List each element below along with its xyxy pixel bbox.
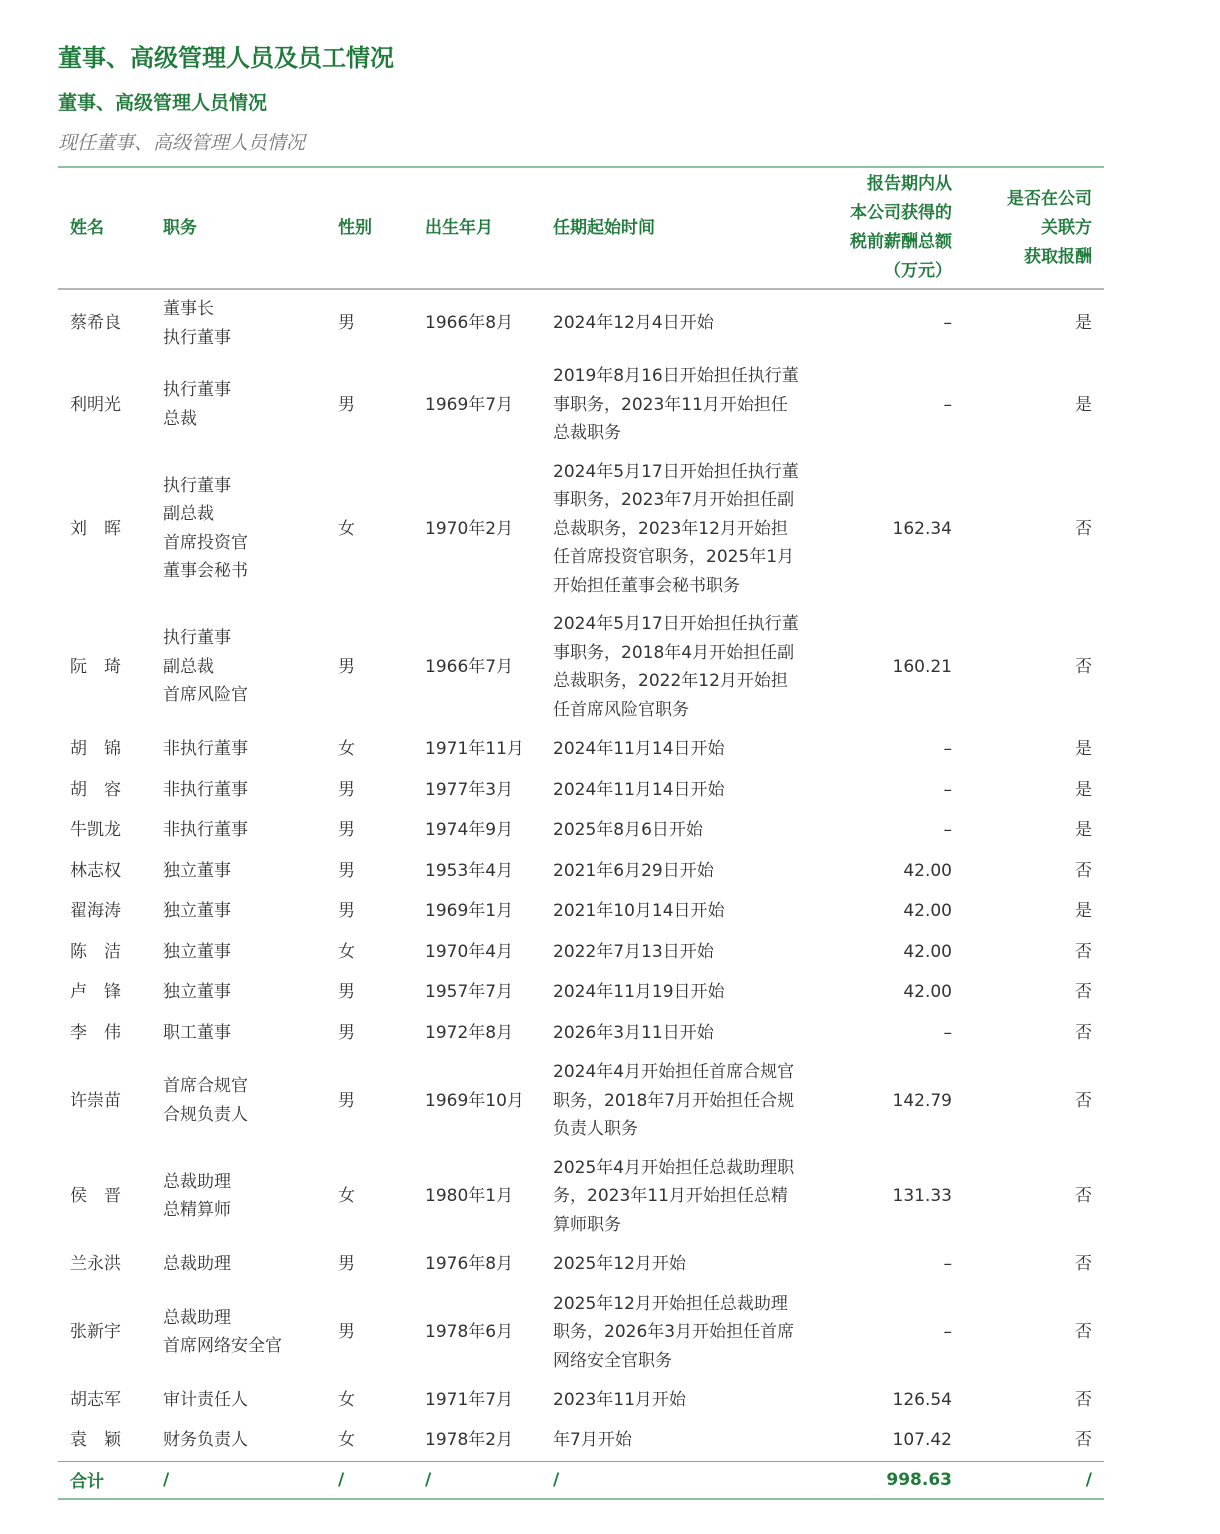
cell-position: 独立董事 (163, 860, 231, 881)
cell-birth: 1977年3月 (425, 779, 514, 800)
total-related: / (1085, 1469, 1092, 1490)
cell-birth: 1969年10月 (425, 1090, 524, 1111)
total-gender: / (338, 1469, 345, 1490)
cell-birth: 1969年1月 (425, 901, 514, 921)
cell-gender: 男 (338, 1322, 355, 1342)
cell-gender: 女 (338, 1430, 355, 1451)
cell-pay: 42.00 (903, 901, 952, 921)
cell-pay: 131.33 (892, 1186, 952, 1206)
cell-position: 非执行董事 (163, 779, 248, 800)
cell-birth: 1970年4月 (425, 941, 514, 962)
cell-gender: 男 (338, 860, 355, 881)
cell-pay: – (943, 394, 952, 415)
cell-birth: 1966年7月 (425, 656, 514, 677)
cell-related: 否 (1075, 1186, 1092, 1206)
cell-birth: 1978年2月 (425, 1430, 514, 1451)
cell-term: 2024年4月开始担任首席合规官 职务，2018年7月开始担任合规 负责人职务 (553, 1062, 795, 1139)
table-row (58, 810, 1104, 851)
cell-position: 执行董事 副总裁 首席风险官 (163, 628, 248, 706)
cell-pay: 42.00 (903, 982, 952, 1002)
section-subtitle: 董事、高级管理人员情况 (58, 92, 268, 114)
cell-term: 2025年8月6日开始 (553, 820, 703, 840)
cell-related: 否 (1075, 860, 1092, 881)
cell-term: 2024年5月17日开始担任执行董 事职务，2018年4月开始担任副 总裁职务，2022年12月开始担 任首席风险官职务 (553, 614, 799, 720)
cell-position: 财务负责人 (163, 1430, 248, 1451)
cell-related: 否 (1075, 1390, 1092, 1410)
cell-related: 是 (1075, 739, 1092, 759)
cell-gender: 女 (338, 739, 355, 759)
cell-birth: 1966年8月 (425, 313, 514, 334)
cell-gender: 男 (338, 820, 355, 840)
cell-pay: – (943, 779, 952, 800)
cell-gender: 男 (338, 1090, 355, 1111)
cell-term: 2024年12月4日开始 (553, 313, 714, 334)
cell-gender: 女 (338, 941, 355, 962)
cell-term: 2023年11月开始 (553, 1390, 686, 1410)
cell-name: 刘 晖 (70, 518, 121, 539)
table-row (58, 1380, 1104, 1421)
cell-birth: 1978年6月 (425, 1322, 514, 1342)
cell-position: 总裁助理 首席网络安全官 (163, 1307, 282, 1357)
cell-pay: – (943, 820, 952, 840)
cell-term: 2025年12月开始 (553, 1254, 686, 1274)
cell-gender: 男 (338, 313, 355, 334)
cell-position: 总裁助理 (163, 1254, 231, 1274)
cell-gender: 男 (338, 1022, 355, 1043)
table-row (58, 729, 1104, 770)
table-row (58, 453, 1104, 606)
header-related: 是否在公司 关联方 获取报酬 (1007, 188, 1092, 267)
cell-related: 否 (1075, 1022, 1092, 1043)
cell-term: 2024年11月14日开始 (553, 779, 725, 800)
cell-position: 总裁助理 总精算师 (163, 1171, 231, 1221)
header-position: 职务 (163, 217, 197, 238)
cell-name: 阮 琦 (70, 656, 121, 677)
cell-related: 否 (1075, 656, 1092, 677)
cell-name: 兰永洪 (70, 1254, 121, 1274)
cell-pay: – (943, 739, 952, 759)
cell-birth: 1971年11月 (425, 739, 524, 759)
cell-name: 许崇苗 (70, 1090, 121, 1111)
cell-birth: 1970年2月 (425, 518, 514, 539)
cell-name: 李 伟 (70, 1022, 121, 1043)
cell-gender: 男 (338, 779, 355, 800)
cell-position: 董事长 执行董事 (163, 299, 231, 348)
cell-gender: 男 (338, 901, 355, 921)
cell-position: 首席合规官 合规负责人 (163, 1076, 248, 1125)
table-row (58, 770, 1104, 811)
table-row (58, 357, 1104, 453)
cell-related: 否 (1075, 1430, 1092, 1451)
cell-term: 2024年5月17日开始担任执行董 事职务，2023年7月开始担任副 总裁职务，2023年12月开始担 任首席投资官职务，2025年1月 开始担任董事会秘书职务 (553, 461, 799, 596)
cell-related: 是 (1075, 901, 1092, 921)
table-row (58, 891, 1104, 932)
cell-name: 林志权 (70, 860, 121, 881)
cell-gender: 女 (338, 1186, 355, 1206)
cell-birth: 1980年1月 (425, 1186, 514, 1206)
cell-term: 2025年12月开始担任总裁助理 职务，2026年3月开始担任首席 网络安全官职务 (553, 1293, 795, 1371)
cell-pay: – (943, 1254, 952, 1274)
cell-term: 2021年10月14日开始 (553, 901, 725, 921)
cell-position: 独立董事 (163, 982, 231, 1002)
table-row (58, 1053, 1104, 1149)
cell-related: 否 (1075, 1322, 1092, 1342)
total-birth: / (425, 1469, 432, 1490)
cell-name: 蔡希良 (70, 313, 121, 334)
cell-position: 职工董事 (163, 1022, 231, 1043)
header-term: 任期起始时间 (553, 217, 655, 238)
cell-related: 是 (1075, 313, 1092, 334)
cell-gender: 男 (338, 1254, 355, 1274)
cell-position: 非执行董事 (163, 739, 248, 759)
total-position: / (163, 1469, 170, 1490)
cell-pay: 160.21 (892, 656, 952, 677)
cell-name: 胡 锦 (70, 739, 121, 759)
cell-birth: 1957年7月 (425, 982, 514, 1002)
table-header-row (58, 167, 1104, 289)
management-table (58, 166, 1104, 1500)
cell-name: 陈 洁 (70, 941, 121, 962)
header-birth: 出生年月 (425, 217, 493, 238)
cell-position: 独立董事 (163, 901, 231, 921)
cell-birth: 1972年8月 (425, 1022, 514, 1043)
cell-position: 审计责任人 (163, 1390, 248, 1410)
cell-pay: 126.54 (892, 1390, 952, 1410)
cell-pay: – (943, 313, 952, 334)
cell-name: 胡志军 (70, 1390, 121, 1410)
table-row (58, 1149, 1104, 1245)
header-name: 姓名 (70, 217, 104, 238)
cell-birth: 1953年4月 (425, 860, 514, 881)
cell-gender: 男 (338, 394, 355, 415)
header-pay: 报告期内从 本公司获得的 税前薪酬总额 （万元） (850, 174, 952, 281)
cell-pay: 42.00 (903, 941, 952, 962)
cell-related: 是 (1075, 779, 1092, 800)
cell-name: 翟海涛 (70, 901, 121, 921)
page-title: 董事、高级管理人员及员工情况 (58, 44, 394, 72)
table-row (58, 851, 1104, 892)
cell-gender: 男 (338, 656, 355, 677)
table-row (58, 1421, 1104, 1462)
table-row (58, 605, 1104, 729)
cell-name: 牛凯龙 (70, 820, 121, 840)
total-row (58, 1461, 1104, 1499)
table-row (58, 1244, 1104, 1285)
cell-position: 非执行董事 (163, 820, 248, 840)
cell-pay: 42.00 (903, 860, 952, 881)
cell-term: 2025年4月开始担任总裁助理职 务，2023年11月开始担任总精 算师职务 (553, 1157, 795, 1235)
total-term: / (553, 1469, 560, 1490)
cell-name: 卢 锋 (70, 982, 121, 1002)
cell-related: 否 (1075, 941, 1092, 962)
cell-position: 执行董事 总裁 (163, 380, 231, 429)
table-caption: 现任董事、高级管理人员情况 (58, 132, 306, 154)
cell-related: 否 (1075, 982, 1092, 1002)
cell-term: 2024年11月14日开始 (553, 739, 725, 759)
cell-gender: 女 (338, 1390, 355, 1410)
cell-pay: – (943, 1322, 952, 1342)
cell-name: 张新宇 (70, 1322, 121, 1342)
cell-position: 执行董事 副总裁 首席投资官 董事会秘书 (163, 475, 248, 582)
table-row (58, 932, 1104, 973)
table-body (58, 289, 1104, 1461)
total-label: 合计 (70, 1472, 104, 1493)
table-row (58, 1013, 1104, 1054)
cell-term: 2026年3月11日开始 (553, 1022, 714, 1043)
cell-name: 胡 容 (70, 779, 121, 800)
cell-related: 是 (1075, 820, 1092, 840)
cell-pay: – (943, 1022, 952, 1043)
cell-term: 2022年7月13日开始 (553, 941, 714, 962)
cell-pay: 142.79 (892, 1090, 952, 1111)
total-pay: 998.63 (886, 1469, 952, 1490)
cell-birth: 1974年9月 (425, 820, 514, 840)
cell-gender: 女 (338, 518, 355, 539)
header-gender: 性别 (338, 217, 372, 238)
cell-pay: 162.34 (892, 518, 952, 539)
cell-name: 利明光 (70, 394, 121, 415)
cell-position: 独立董事 (163, 941, 231, 962)
table-row (58, 1285, 1104, 1381)
cell-term: 2021年6月29日开始 (553, 860, 714, 881)
cell-related: 是 (1075, 394, 1092, 415)
cell-name: 袁 颖 (70, 1430, 121, 1451)
cell-term: 2024年11月19日开始 (553, 982, 725, 1002)
cell-term: 年7月开始 (553, 1430, 632, 1451)
table-row (58, 972, 1104, 1013)
cell-pay: 107.42 (892, 1430, 952, 1451)
cell-gender: 男 (338, 982, 355, 1002)
cell-name: 侯 晋 (70, 1186, 121, 1206)
cell-term: 2019年8月16日开始担任执行董 事职务，2023年11月开始担任 总裁职务 (553, 366, 799, 443)
table-row (58, 289, 1104, 357)
cell-related: 否 (1075, 1090, 1092, 1111)
cell-birth: 1971年7月 (425, 1390, 514, 1410)
cell-related: 否 (1075, 1254, 1092, 1274)
cell-birth: 1976年8月 (425, 1254, 514, 1274)
cell-birth: 1969年7月 (425, 394, 514, 415)
cell-related: 否 (1075, 518, 1092, 539)
